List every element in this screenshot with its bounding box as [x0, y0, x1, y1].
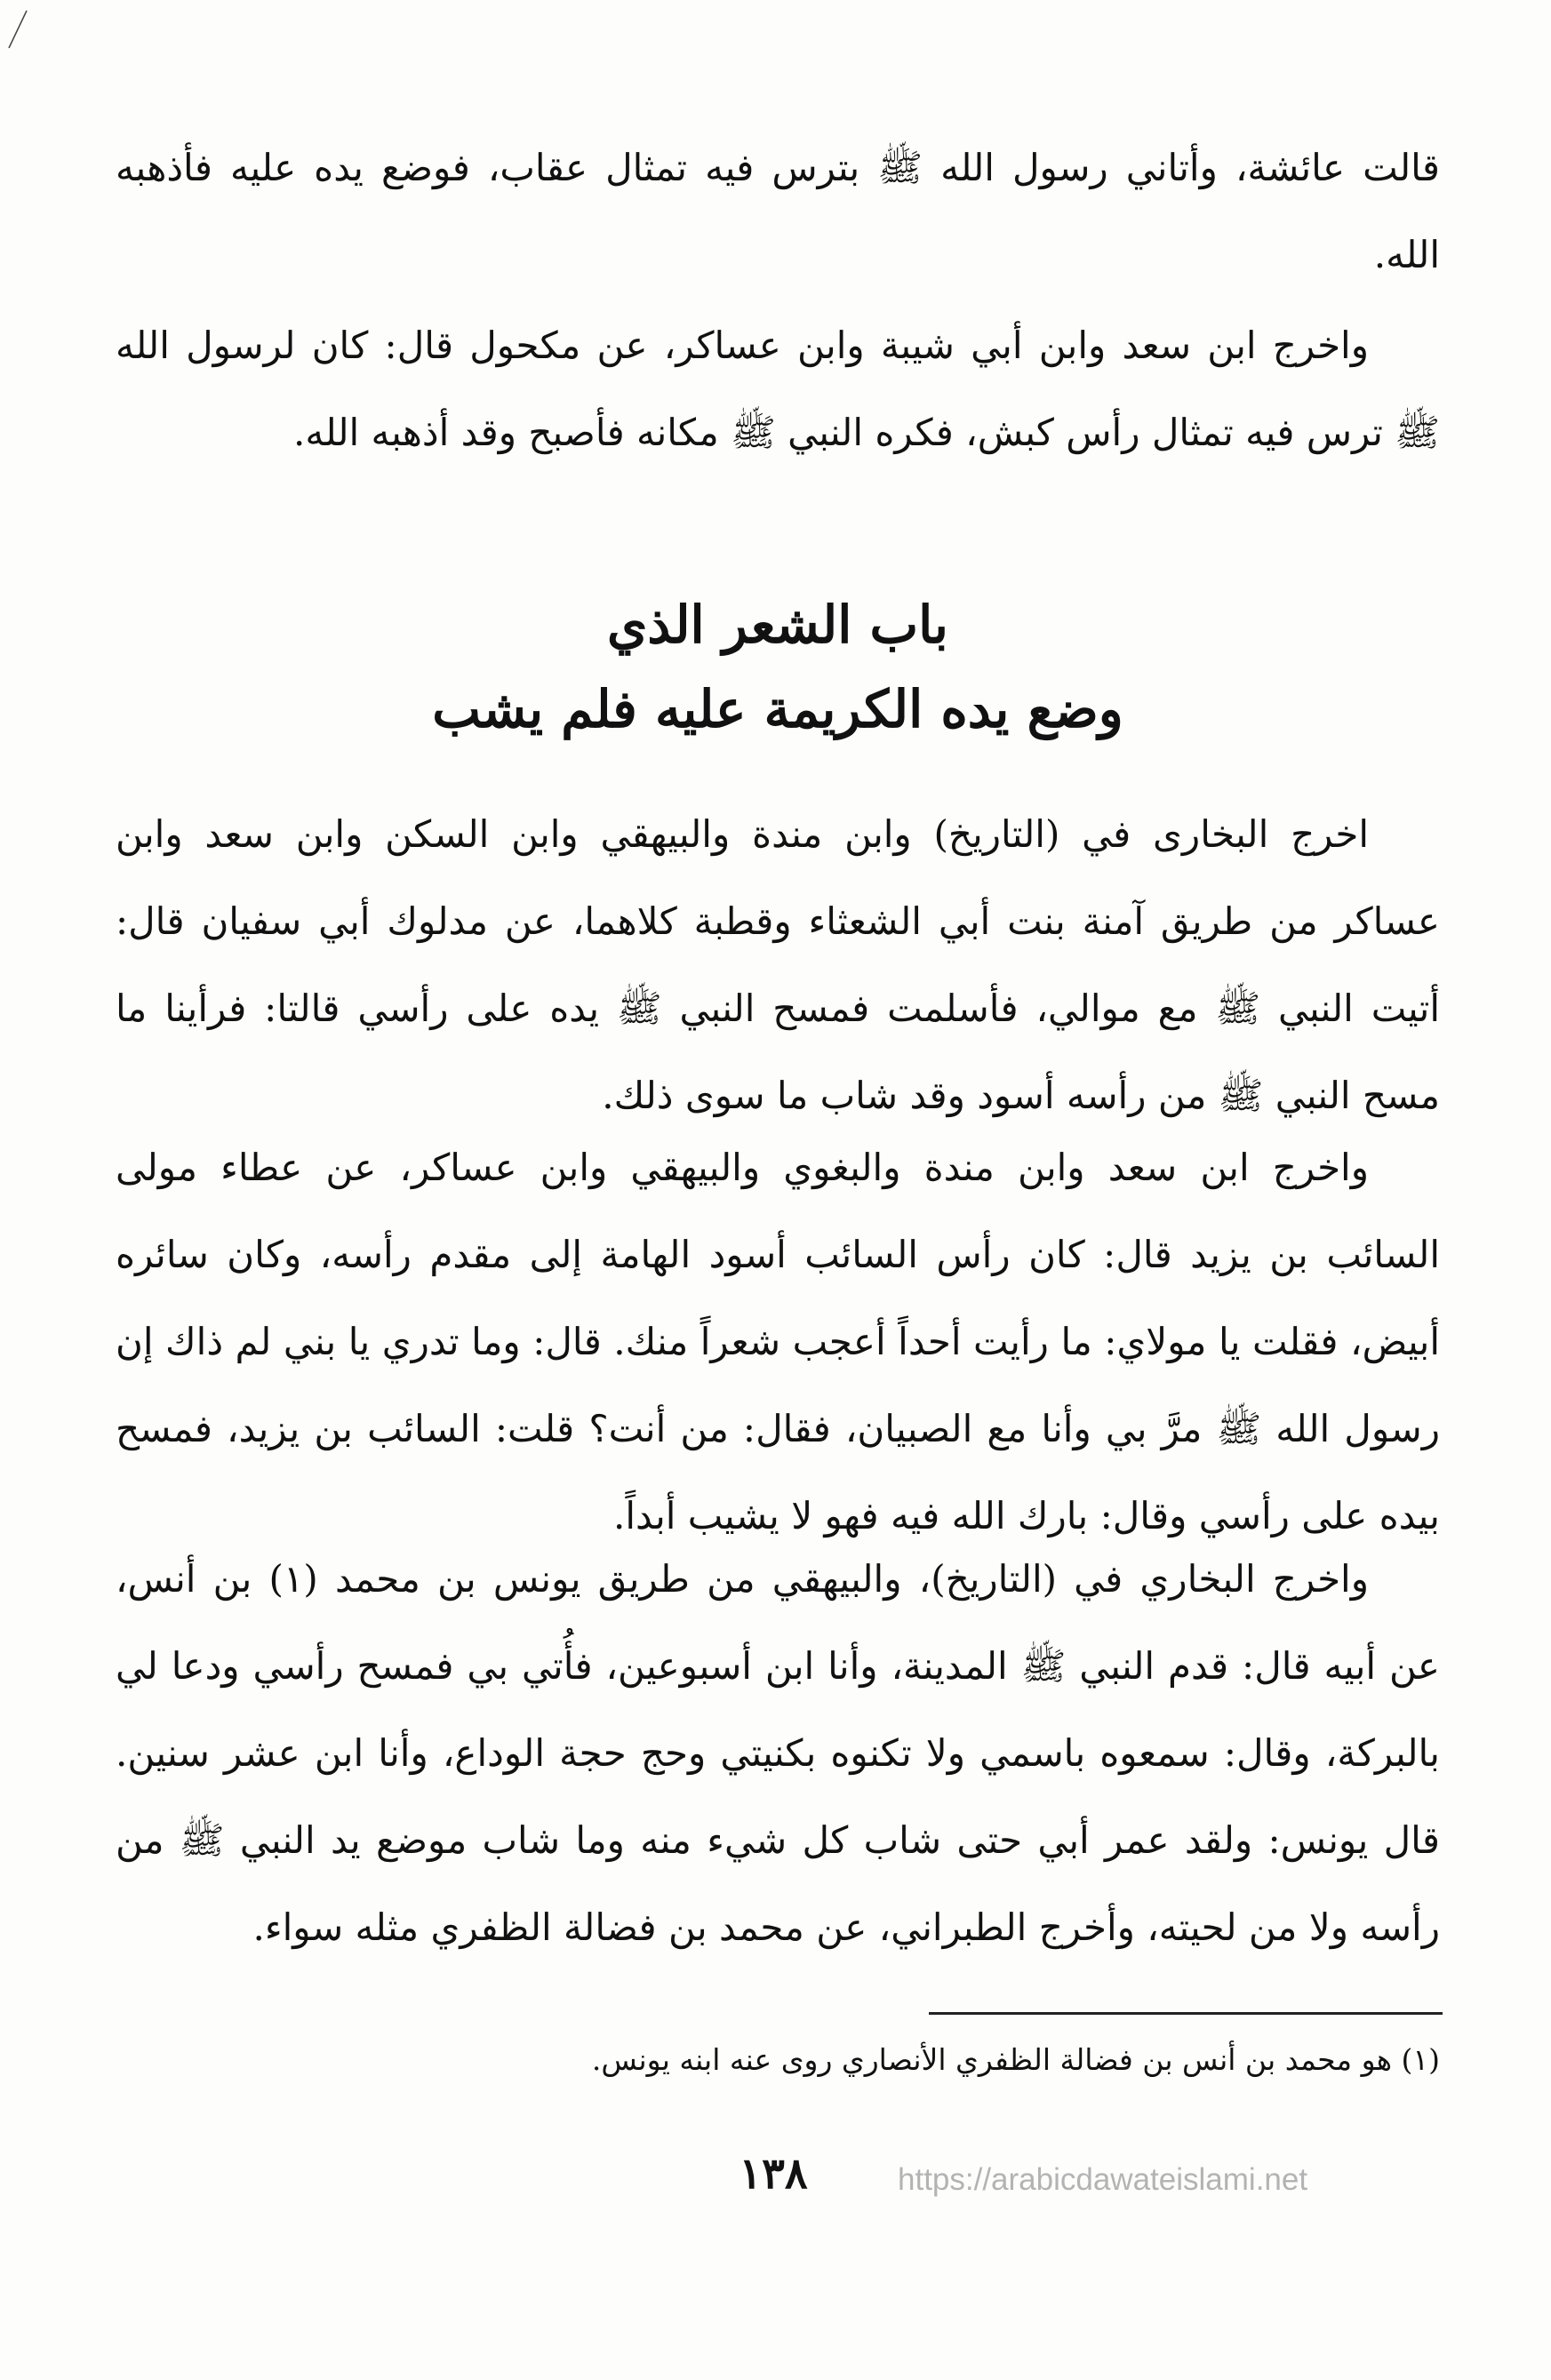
paragraph-yunus	[116, 1536, 1440, 1971]
paragraph-text: واخرج ابن سعد وابن أبي شيبة وابن عساكر، عن مكحول قال: كان لرسول الله ﷺ ترس فيه تمثال رأس كبش، فكره النبي ﷺ مكانه فأصبح وقد أذهبه الله.	[116, 323, 1440, 454]
paragraph-makhul	[116, 302, 1440, 476]
paragraph-text: قالت عائشة، وأتاني رسول الله ﷺ بترس فيه تمثال عقاب، فوضع يده عليه فأذهبه الله.	[116, 146, 1440, 276]
page-number: ١٣٨	[739, 2149, 808, 2199]
paragraph-text: واخرج ابن سعد وابن مندة والبغوي والبيهقي وابن عساكر، عن عطاء مولى السائب بن يزيد قال: كان رأس السائب أسود الهامة إلى مقدم رأسه، وكان سائره أبيض، فقلت يا مولاي: ما رأيت أحداً أعجب شعراً منك. قال: وما تدري يا بني لم ذاك إن رسول الله ﷺ مرَّ بي وأنا مع الصبيان، فقال: من أنت؟ قلت: السائب بن يزيد، فمسح بيده على رأسي وقال: بارك الله فيه فهو لا يشيب أبداً.	[116, 1146, 1441, 1537]
paragraph-aisha	[116, 124, 1440, 299]
corner-pen-mark	[5, 7, 32, 52]
watermark-url: https://arabicdawateislami.net	[898, 2162, 1308, 2197]
footnote: (١) هو محمد بن أنس بن فضالة الظفري الأنصاري روى عنه ابنه يونس.	[591, 2042, 1440, 2077]
paragraph-madluk	[116, 791, 1440, 1139]
chapter-heading-line-1: باب الشعر الذي	[607, 595, 948, 655]
paragraph-text: واخرج البخاري في (التاريخ)، والبيهقي من طريق يونس بن محمد (١) بن أنس، عن أبيه قال: قدم النبي ﷺ المدينة، وأنا ابن أسبوعين، فأُتي بي فمسح رأسي ودعا لي بالبركة، وقال: سمعوه باسمي ولا تكنوه بكنيتي وحج حجة الوداع، وأنا ابن عشر سنين. قال يونس: ولقد عمر أبي حتى شاب كل شيء منه وما شاب موضع يد النبي ﷺ من رأسه ولا من لحيته، وأخرج الطبراني، عن محمد بن فضالة الظفري مثله سواء.	[116, 1557, 1440, 1949]
paragraph-text: اخرج البخارى في (التاريخ) وابن مندة والبيهقي وابن السكن وابن سعد وابن عساكر من طريق آمنة بنت أبي الشعثاء وقطبة كلاهما، عن مدلوك أبي سفيان قال: أتيت النبي ﷺ مع موالي، فأسلمت فمسح النبي ﷺ يده على رأسي قالتا: فرأينا ما مسح النبي ﷺ من رأسه أسود وقد شاب ما سوى ذلك.	[116, 812, 1440, 1117]
paragraph-saib	[116, 1124, 1440, 1560]
footnote-divider	[929, 2012, 1443, 2015]
chapter-heading-line-2: وضع يده الكريمة عليه فلم يشب	[432, 679, 1123, 739]
